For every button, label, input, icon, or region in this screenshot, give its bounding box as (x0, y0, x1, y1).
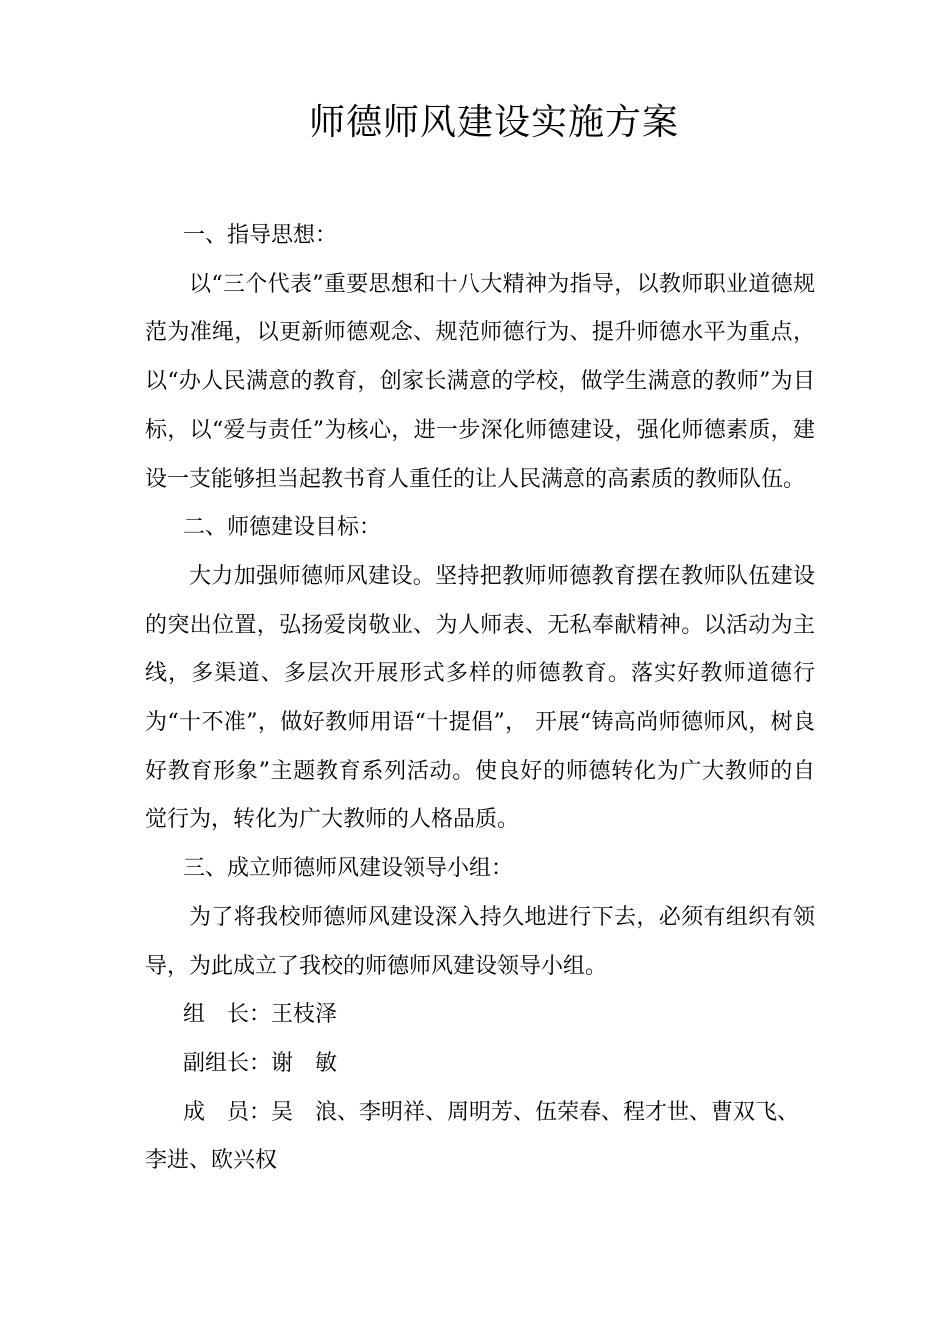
document-body (145, 212, 815, 1186)
leader-name: 王枝泽 (271, 1002, 338, 1028)
members-line (145, 1089, 815, 1186)
section-heading-guiding-ideology: 一、指导思想： (183, 223, 338, 248)
section-heading-goals: 二、师德建设目标： (183, 515, 382, 541)
section-heading-leadership-group: 三、成立师德师风建设领导小组： (183, 856, 514, 882)
document-title: 师德师风建设实施方案 (308, 102, 679, 143)
section-paragraph-goals: 大力加强师德师风建设。坚持把教师师德教育摆在教师队伍建设的突出位置，弘扬爱岗敬业、为人师表、无私奉献精神。以活动为主线，多渠道、多层次开展形式多样的师德教育。落实好教师道德行为“十不准”，做好教师用语“十提倡”， 开展“铸高尚师德师风，树良好教育形象”主题教育系列活动。使良好的师德转化为广大教师的自觉行为，转化为广大教师的人格品质。 (145, 563, 815, 833)
deputy-leader-label: 副组长： (183, 1050, 272, 1076)
leader-label: 组 长： (183, 1002, 272, 1028)
members-label: 成 员： (183, 1099, 272, 1125)
deputy-leader-line (145, 1040, 815, 1089)
section-paragraph-guiding-ideology: 以“三个代表”重要思想和十八大精神为指导，以教师职业道德规范为准绳，以更新师德观念、规范师德行为、提升师德水平为重点，以“办人民满意的教育，创家长满意的学校，做学生满意的教师”为目标，以“爱与责任”为核心，进一步深化师德建设，强化师德素质，建设一支能够担当起教书育人重任的让人民满意的高素质的教师队伍。 (145, 271, 815, 492)
section-paragraph-leadership-group: 为了将我校师德师风建设深入持久地进行下去，必须有组织有领导，为此成立了我校的师德师风建设领导小组。 (145, 904, 815, 979)
deputy-leader-name: 谢 敏 (271, 1050, 338, 1076)
leader-line (145, 991, 815, 1040)
members-names: 吴 浪、李明祥、周明芳、伍荣春、程才世、曹双飞、李进、欧兴权 (145, 1099, 800, 1174)
